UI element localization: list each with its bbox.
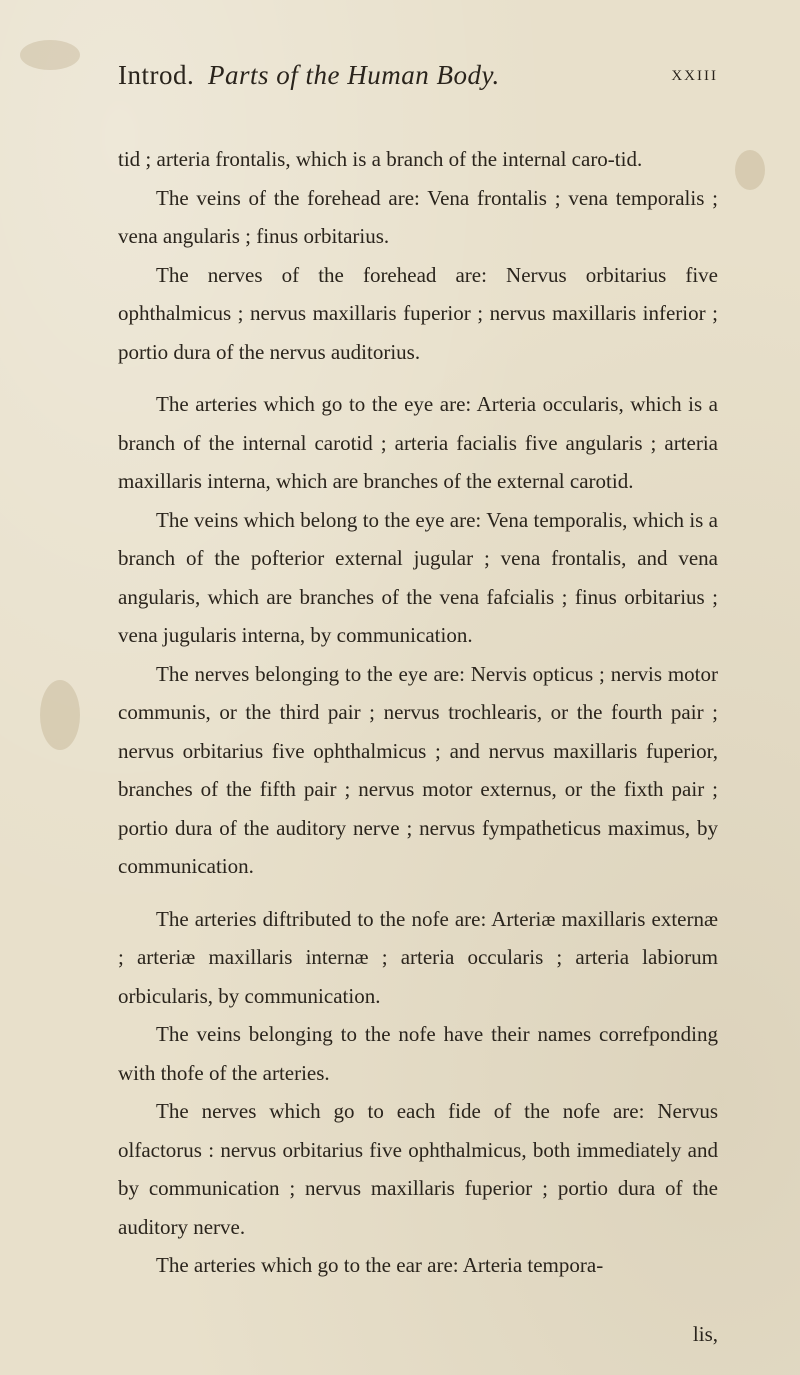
paragraph: The veins of the forehead are: Vena frontalis ; vena temporalis ; vena angularis ; finus orbitarius.	[118, 185, 718, 248]
paper-stain	[735, 150, 765, 190]
header-section: Introd.	[118, 60, 195, 90]
paragraph: tid ; arteria frontalis, which is a branch of the internal caro-tid.	[118, 147, 643, 171]
running-header	[118, 60, 718, 100]
paragraph: The arteries which go to the ear are: Arteria tempora-	[156, 1253, 604, 1277]
header-title: Parts of the Human Body.	[208, 60, 500, 90]
paragraph: The veins belonging to the nofe have their names correfponding with thofe of the arteries.	[118, 1022, 718, 1085]
paragraph: The nerves belonging to the eye are: Nervis opticus ; nervis motor communis, or the third pair ; nervus trochlearis, or the fourth pair ; nervus orbitarius five ophthalmicus ; and nervus maxillaris fuperior, branches of the fifth pair ; nervus motor externus, or the fixth pair ; portio dura of the auditory nerve ; nervus fympatheticus maximus, by communication.	[118, 661, 718, 878]
paragraph: The arteries which go to the eye are: Arteria occularis, which is a branch of the internal carotid ; arteria facialis five angularis ; arteria maxillaris interna, which are branches of the external carotid.	[118, 392, 718, 493]
paper-stain	[20, 40, 80, 70]
body-text	[118, 140, 718, 1285]
page-number: xxiii	[671, 60, 718, 85]
paragraph: The nerves which go to each fide of the nofe are: Nervus olfactorus : nervus orbitarius five ophthalmicus, both immediately and by communication ; nervus maxillaris fuperior ; portio dura of the auditory nerve.	[118, 1099, 718, 1239]
catchword: lis,	[692, 1322, 718, 1346]
paragraph: The arteries diftributed to the nofe are: Arteriæ maxillaris externæ ; arteriæ maxillaris internæ ; arteria occularis ; arteria labiorum orbicularis, by communication.	[118, 906, 718, 1008]
paragraph: The nerves of the forehead are: Nervus orbitarius five ophthalmicus ; nervus maxillaris fuperior ; nervus maxillaris inferior ; portio dura of the nervus auditorius.	[118, 262, 718, 364]
paragraph: The veins which belong to the eye are: Vena temporalis, which is a branch of the pofterior external jugular ; vena frontalis, and vena angularis, which are branches of the vena fafcialis ; finus orbitarius ; vena jugularis interna, by communication.	[118, 507, 718, 647]
paper-stain	[40, 680, 80, 750]
